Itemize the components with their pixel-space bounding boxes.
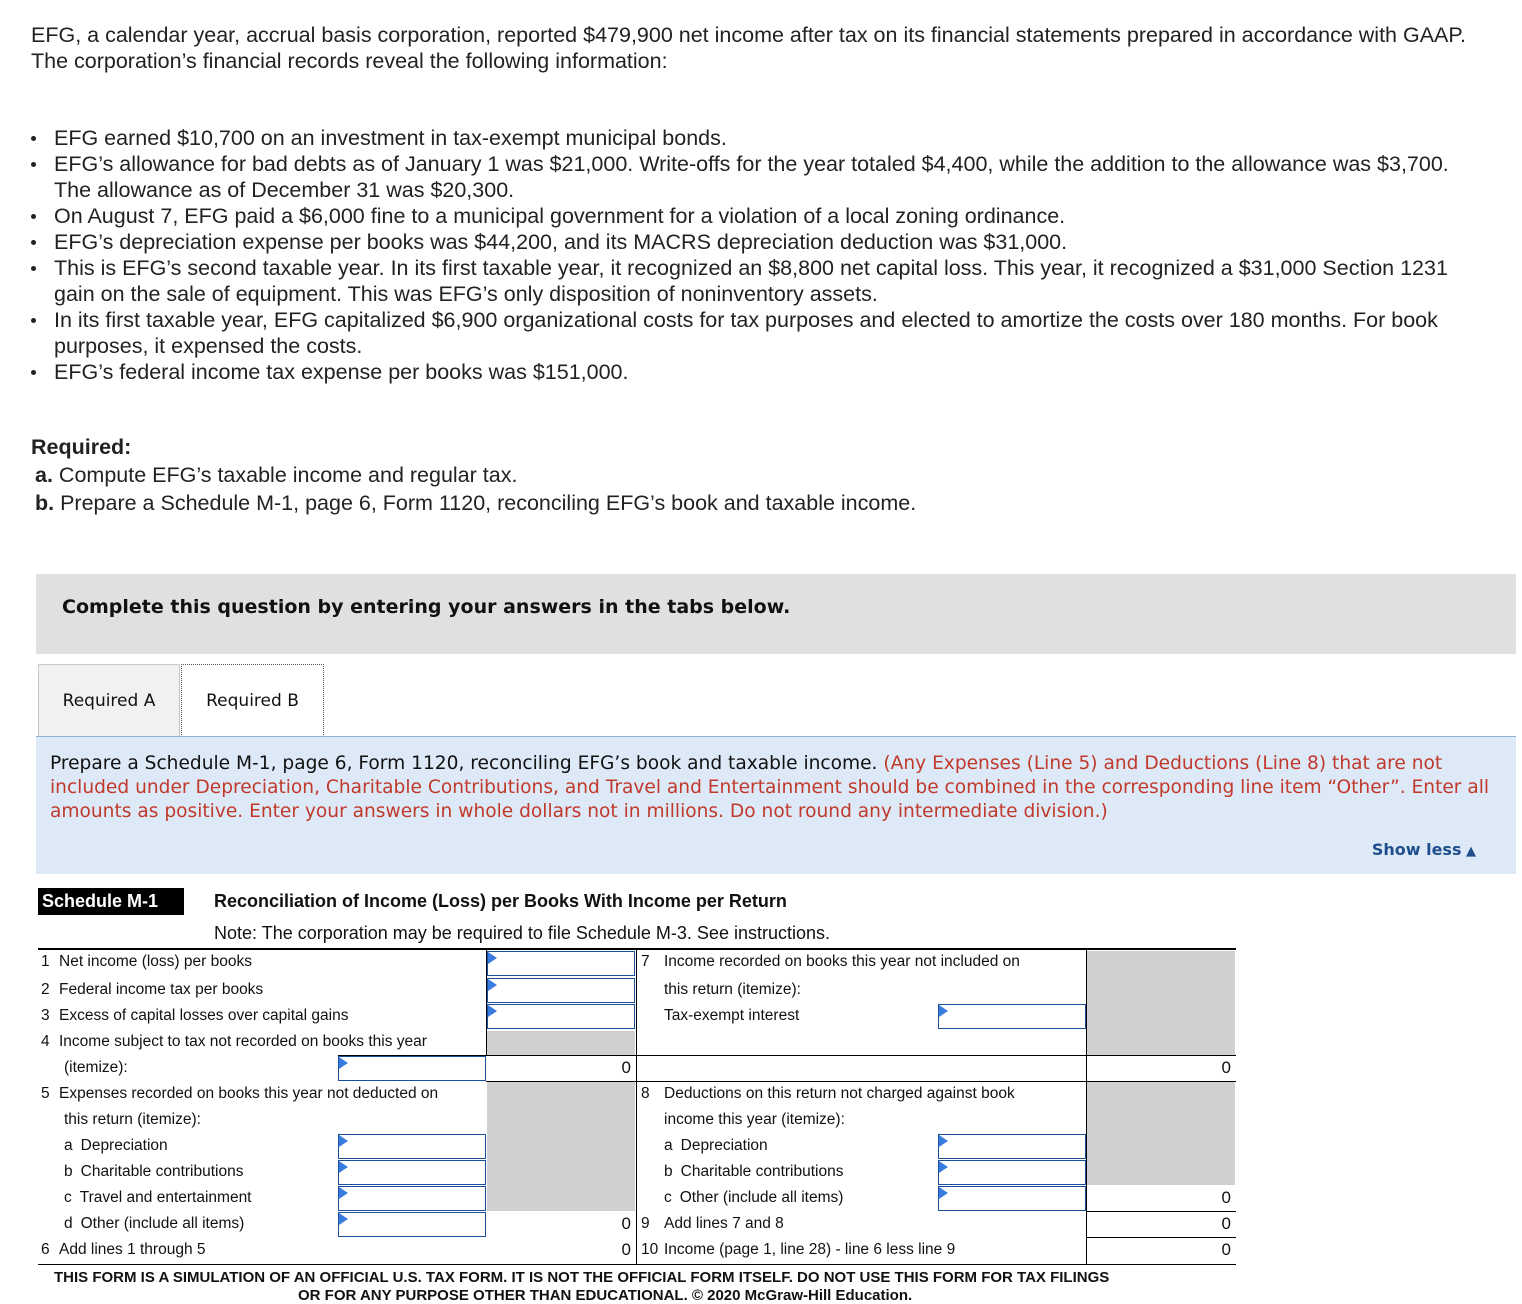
required-a: a. Compute EFG’s taxable income and regular tax.	[35, 463, 518, 487]
line-10-label: 10 Income (page 1, line 28) - line 6 less line 9	[641, 1241, 956, 1258]
other-expenses-input[interactable]	[338, 1212, 486, 1237]
show-less-link[interactable]: Show less ▲	[1371, 840, 1476, 859]
line-4-total: 0	[621, 1058, 631, 1077]
line-8c-label: c Other (include all items)	[664, 1189, 844, 1206]
required-heading: Required:	[31, 435, 132, 459]
schedule-title: Reconciliation of Income (Loss) per Books With Income per Return	[214, 891, 787, 911]
schedule-note: Note: The corporation may be required to file Schedule M-3. See instructions.	[214, 923, 830, 943]
line-8b-label: b Charitable contributions	[664, 1163, 844, 1180]
line-7-label: 7 Income recorded on books this year not included on	[641, 953, 1020, 970]
charitable-contributions-expense-input[interactable]	[338, 1160, 486, 1185]
line-4-itemize-label: (itemize):	[64, 1059, 128, 1076]
line-5d-label: d Other (include all items)	[64, 1215, 245, 1232]
caret-up-icon: ▲	[1461, 844, 1476, 859]
instruction-banner: Complete this question by entering your answers in the tabs below.	[36, 574, 1516, 654]
income-not-on-books-input[interactable]	[338, 1056, 486, 1081]
list-item: EFG’s allowance for bad debts as of January 1 was $21,000. Write-offs for the year totaled $4,400, while the addition to the allowance was $3,700. The allowance as of December 31 was $20,300.	[31, 151, 1471, 203]
instructions-panel	[36, 736, 1516, 874]
line-5-label: 5 Expenses recorded on books this year not deducted on	[41, 1085, 439, 1102]
line-6-label: 6 Add lines 1 through 5	[41, 1241, 206, 1258]
tax-exempt-interest-input[interactable]	[938, 1004, 1086, 1029]
list-item: EFG’s federal income tax expense per books was $151,000.	[31, 359, 1471, 385]
line-8-total: 0	[1221, 1188, 1231, 1207]
line-9-total: 0	[1221, 1214, 1231, 1233]
line-8-label: 8 Deductions on this return not charged against book	[641, 1085, 1015, 1102]
form-disclaimer-copyright: OR FOR ANY PURPOSE OTHER THAN EDUCATIONAL. © 2020 McGraw-Hill Education.	[298, 1287, 913, 1304]
list-item: On August 7, EFG paid a $6,000 fine to a municipal government for a violation of a local zoning ordinance.	[31, 203, 1471, 229]
line-7-total: 0	[1221, 1058, 1231, 1077]
tax-depreciation-input[interactable]	[938, 1134, 1086, 1159]
line-1-label: 1 Net income (loss) per books	[41, 953, 252, 970]
line-8-itemize-label: income this year (itemize):	[664, 1111, 845, 1128]
facts-list	[31, 125, 1471, 385]
schedule-m1-form	[38, 948, 1236, 1265]
list-item: EFG’s depreciation expense per books was $44,200, and its MACRS depreciation deduction was $31,000.	[31, 229, 1471, 255]
line-5-total: 0	[621, 1214, 631, 1233]
line-5c-label: c Travel and entertainment	[64, 1189, 252, 1206]
list-item: In its first taxable year, EFG capitalized $6,900 organizational costs for tax purposes and elected to amortize the costs over 180 months. For book purposes, it expensed the costs.	[31, 307, 1471, 359]
form-disclaimer: THIS FORM IS A SIMULATION OF AN OFFICIAL U.S. TAX FORM. IT IS NOT THE OFFICIAL FORM ITSELF. DO NOT USE THIS FORM FOR TAX FILINGS	[54, 1269, 1110, 1286]
book-depreciation-input[interactable]	[338, 1134, 486, 1159]
line-5b-label: b Charitable contributions	[64, 1163, 244, 1180]
line-9-label: 9 Add lines 7 and 8	[641, 1215, 784, 1232]
problem-intro: EFG, a calendar year, accrual basis corporation, reported $479,900 net income after tax on its financial statements prepared in accordance with GAAP. The corporation’s financial records reveal the following information:	[31, 23, 1466, 73]
instructions-note: (Any Expenses (Line 5) and Deductions (Line 8) that are not included under Depreciation, Charitable Contributions, and Travel and Entertainment should be combined in the corresponding line item “Other”. Enter all amounts as positive. Enter your answers in whole dollars not in millions. Do not round any intermediate division.)	[50, 753, 1490, 822]
travel-entertainment-input[interactable]	[338, 1186, 486, 1211]
line-3-label: 3 Excess of capital losses over capital gains	[41, 1007, 349, 1024]
excess-capital-losses-input[interactable]	[487, 1004, 635, 1029]
net-income-per-books-input[interactable]	[487, 951, 635, 976]
line-5-itemize-label: this return (itemize):	[64, 1111, 201, 1128]
schedule-label: Schedule M-1	[38, 888, 184, 915]
line-10-total: 0	[1221, 1240, 1231, 1259]
line-7-itemize-label: this return (itemize):	[664, 981, 801, 998]
tab-required-b[interactable]: Required B	[181, 664, 324, 737]
line-5a-label: a Depreciation	[64, 1137, 168, 1154]
instructions-main: Prepare a Schedule M-1, page 6, Form 1120, reconciling EFG’s book and taxable income.	[50, 753, 878, 774]
line-8a-label: a Depreciation	[664, 1137, 768, 1154]
line-6-total: 0	[621, 1240, 631, 1259]
other-deductions-input[interactable]	[938, 1186, 1086, 1211]
list-item: EFG earned $10,700 on an investment in tax-exempt municipal bonds.	[31, 125, 1471, 151]
list-item: This is EFG’s second taxable year. In its first taxable year, it recognized an $8,800 net capital loss. This year, it recognized a $31,000 Section 1231 gain on the sale of equipment. This was EFG’s only disposition of noninventory assets.	[31, 255, 1471, 307]
tax-exempt-interest-label: Tax-exempt interest	[664, 1007, 800, 1024]
charitable-contributions-deduction-input[interactable]	[938, 1160, 1086, 1185]
line-2-label: 2 Federal income tax per books	[41, 981, 264, 998]
tab-required-a[interactable]: Required A	[38, 664, 180, 736]
required-b: b. Prepare a Schedule M-1, page 6, Form 1120, reconciling EFG’s book and taxable income.	[35, 491, 917, 515]
line-4-label: 4 Income subject to tax not recorded on books this year	[41, 1033, 427, 1050]
federal-income-tax-input[interactable]	[487, 978, 635, 1003]
